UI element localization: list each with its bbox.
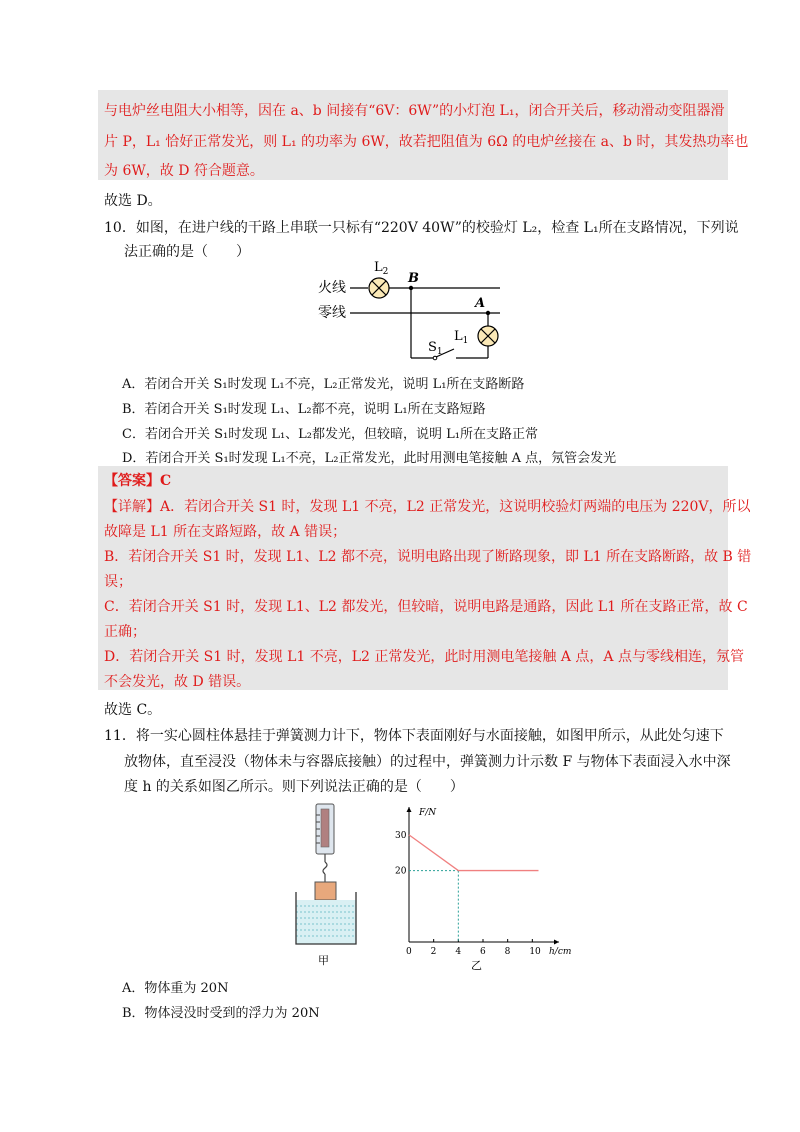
q10-detail-line-3: B．若闭合开关 S1 时，发现 L1、L2 都不亮，说明电路出现了断路现象，即 L1 所在支路断路，故 B 错 xyxy=(104,549,752,565)
q10-detail-line-2: 故障是 L1 所在支路短路，故 A 错误； xyxy=(104,524,347,540)
q11-stem-line-1: 11．将一实心圆柱体悬挂于弹簧测力计下，物体下表面刚好与水面接触，如图甲所示，从此处匀速下 xyxy=(104,728,724,744)
y-axis-label: F/N xyxy=(419,808,437,818)
q10-detail-line-1: 【详解】A．若闭合开关 S1 时，发现 L1 不亮，L2 正常发光，这说明校验灯两端的电压为 220V，所以 xyxy=(104,499,751,515)
previous-answer-line-1: 与电炉丝电阻大小相等，因在 a、b 间接有“6V：6W”的小灯泡 L₁，闭合开关后，移动滑动变阻器滑 xyxy=(104,103,725,119)
x-axis-label: h/cm xyxy=(549,947,572,957)
spring-scale-icon xyxy=(316,804,334,882)
x-tick-label: 0 xyxy=(406,947,412,957)
lamp-l1-icon xyxy=(478,326,498,346)
force-depth-chart xyxy=(392,800,572,972)
x-tick-label: 10 xyxy=(529,947,541,957)
lamp-l2-icon xyxy=(369,278,389,298)
q11-option-a: A．物体重为 20N xyxy=(122,981,229,996)
q10-detail-line-5: C．若闭合开关 S1 时，发现 L1、L2 都发光，但较暗，说明电路是通路，因此 L1 所在支路正常，故 C xyxy=(104,599,748,615)
y-axis-arrow xyxy=(407,807,412,812)
x-tick-label: 8 xyxy=(504,947,511,957)
q11-option-b: B．物体浸没时受到的浮力为 20N xyxy=(122,1006,320,1021)
node-a xyxy=(486,311,490,315)
q10-option-a: A．若闭合开关 S₁时发现 L₁不亮，L₂正常发光，说明 L₁所在支路断路 xyxy=(122,377,525,392)
q10-answer: 【答案】C xyxy=(104,473,172,489)
previous-answer-line-3: 为 6W，故 D 符合题意。 xyxy=(104,163,264,179)
previous-answer-line-2: 片 P，L₁ 恰好正常发光，则 L₁ 的功率为 6W，故若把阻值为 6Ω 的电炉丝接在 a、b 时，其发热功率也 xyxy=(104,134,749,150)
q10-stem-line-1: 10．如图，在进户线的干路上串联一只标有“220V 40W”的校验灯 L₂，检查 L₁所在支路情况，下列说 xyxy=(104,220,739,236)
q10-stem-line-2: 法正确的是（ ） xyxy=(124,244,250,260)
x-tick-label: 4 xyxy=(455,947,462,957)
x-tick-label: 2 xyxy=(430,947,437,957)
select-d-text: 故选 D。 xyxy=(104,193,162,209)
q10-detail-line-4: 误； xyxy=(104,574,132,590)
switch-s1-label: $S_1$ xyxy=(428,340,443,357)
q10-select-text: 故选 C。 xyxy=(104,702,162,718)
series-line xyxy=(409,835,539,871)
q10-detail-line-7: D．若闭合开关 S1 时，发现 L1 不亮，L2 正常发光，此时用测电笔接触 A 点，A 点与零线相连，氖管 xyxy=(104,649,744,665)
cylinder-block xyxy=(315,882,336,900)
q10-circuit-diagram xyxy=(318,260,508,370)
x-tick-label: 6 xyxy=(480,947,486,957)
q10-detail-line-6: 正确； xyxy=(104,624,146,640)
q10-option-c: C．若闭合开关 S₁时发现 L₁、L₂都发光，但较暗，说明 L₁所在支路正常 xyxy=(122,427,538,442)
figure-yi-caption: 乙 xyxy=(471,959,482,972)
node-b-label: B xyxy=(408,271,419,286)
y-tick-label: 20 xyxy=(395,866,407,877)
figure-jia-caption: 甲 xyxy=(318,954,329,967)
node-a-label: A xyxy=(475,296,486,311)
live-wire-label: 火线 xyxy=(318,280,346,296)
q10-detail-line-8: 不会发光，故 D 错误。 xyxy=(104,674,251,690)
q10-option-b: B．若闭合开关 S₁时发现 L₁、L₂都不亮，说明 L₁所在支路短路 xyxy=(122,402,486,417)
x-axis-arrow xyxy=(554,940,559,945)
q11-stem-line-3: 度 h 的关系如图乙所示。则下列说法正确的是（ ） xyxy=(124,779,464,795)
lamp-l2-label: $L_2$ xyxy=(374,260,389,277)
y-tick-label: 30 xyxy=(395,830,407,841)
spring-scale-beaker-figure xyxy=(292,800,362,970)
neutral-wire-label: 零线 xyxy=(318,305,346,321)
q11-stem-line-2: 放物体，直至浸没（物体未与容器底接触）的过程中，弹簧测力计示数 F 与物体下表面浸入水中深 xyxy=(124,754,731,770)
q10-option-d: D．若闭合开关 S₁时发现 L₁不亮，L₂正常发光，此时用测电笔接触 A 点，氖管会发光 xyxy=(122,451,617,466)
lamp-l1-label: $L_1$ xyxy=(454,329,469,346)
